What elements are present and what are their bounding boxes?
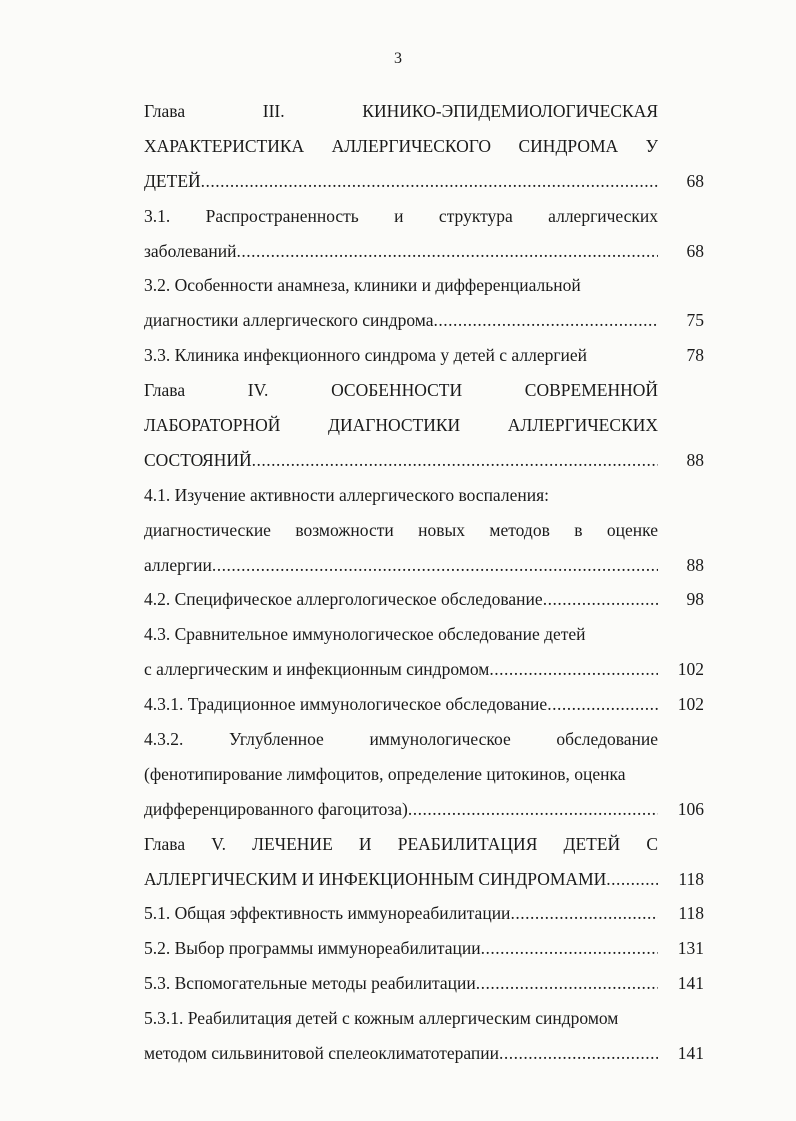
- toc-page-number: 75: [686, 310, 704, 331]
- toc-line-text: 4.3.1. Традиционное иммунологическое обследование: [144, 694, 548, 715]
- toc-line-text: (фенотипирование лимфоцитов, определение цитокинов, оценка: [144, 763, 626, 784]
- toc-page-number: 102: [677, 659, 704, 680]
- toc-line: [144, 1001, 704, 1036]
- toc-line-text: 5.1. Общая эффективность иммунореабилитации: [144, 903, 511, 924]
- dot-leader: [201, 164, 658, 199]
- toc-line-text: 3.2. Особенности анамнеза, клиники и дифференциальной: [144, 275, 581, 296]
- toc-page-number: 78: [686, 345, 704, 366]
- toc-line: [144, 373, 704, 408]
- dot-leader: [499, 1036, 658, 1071]
- toc-line-text: 5.3. Вспомогательные методы реабилитации: [144, 973, 476, 994]
- toc-line: [144, 862, 704, 897]
- dot-leader: [489, 652, 658, 687]
- toc-line: [144, 931, 704, 966]
- toc-line: [144, 652, 704, 687]
- toc-line-text: заболеваний: [144, 240, 237, 261]
- toc-page-number: 98: [686, 589, 704, 610]
- toc-line: [144, 966, 704, 1001]
- toc-line: [144, 303, 704, 338]
- toc-line-text: с аллергическим и инфекционным синдромом: [144, 659, 490, 680]
- toc-page-number: 102: [677, 694, 704, 715]
- toc-line: [144, 722, 704, 757]
- toc-line: [144, 548, 704, 583]
- toc-line: [144, 687, 704, 722]
- toc-line: [144, 408, 704, 443]
- toc-page-number: 118: [678, 903, 704, 924]
- toc-page-number: 88: [686, 554, 704, 575]
- toc-line: [144, 478, 704, 513]
- dot-leader: [543, 582, 658, 617]
- dot-leader: [252, 443, 658, 478]
- dot-leader: [212, 548, 658, 583]
- dot-leader: [510, 896, 658, 931]
- toc-line-text: ХАРАКТЕРИСТИКА АЛЛЕРГИЧЕСКОГО СИНДРОМА У: [144, 135, 658, 156]
- toc-line-text: диагностические возможности новых методов в оценке: [144, 519, 658, 540]
- toc-line-text: ЛАБОРАТОРНОЙ ДИАГНОСТИКИ АЛЛЕРГИЧЕСКИХ: [144, 415, 658, 436]
- toc-line-text: 3.3. Клиника инфекционного синдрома у детей с аллергией: [144, 345, 588, 366]
- toc-line-text: 5.2. Выбор программы иммунореабилитации: [144, 938, 481, 959]
- dot-leader: [408, 792, 658, 827]
- toc-page-number: 141: [677, 973, 704, 994]
- toc-line-text: 3.1. Распространенность и структура аллергических: [144, 205, 658, 226]
- toc-line: [144, 827, 704, 862]
- toc-page-number: 141: [677, 1043, 704, 1064]
- toc-line-text: диагностики аллергического синдрома: [144, 310, 434, 331]
- dot-leader: [606, 862, 658, 897]
- toc-line: [144, 268, 704, 303]
- toc-line: [144, 1036, 704, 1071]
- toc-line: [144, 792, 704, 827]
- toc-line: [144, 199, 704, 234]
- table-of-contents: [144, 94, 704, 1071]
- toc-line-text: дифференцированного фагоцитоза): [144, 798, 408, 819]
- toc-line-text: аллергии: [144, 554, 212, 575]
- toc-line-text: 4.3.2. Углубленное иммунологическое обследование: [144, 729, 658, 750]
- toc-page-number: 68: [686, 170, 704, 191]
- toc-line-text: Глава III. КИНИКО-ЭПИДЕМИОЛОГИЧЕСКАЯ: [144, 101, 658, 121]
- toc-line-text: 5.3.1. Реабилитация детей с кожным аллергическим синдромом: [144, 1008, 619, 1029]
- toc-line: [144, 129, 704, 164]
- toc-line: [144, 896, 704, 931]
- toc-line: [144, 757, 704, 792]
- toc-line: [144, 582, 704, 617]
- dot-leader: [481, 931, 658, 966]
- toc-line-text: АЛЛЕРГИЧЕСКИМ И ИНФЕКЦИОННЫМ СИНДРОМАМИ: [144, 868, 607, 889]
- page-number: 3: [394, 50, 402, 67]
- toc-line: [144, 513, 704, 548]
- toc-line: [144, 338, 704, 373]
- toc-line-text: методом сильвинитовой спелеоклиматотерапии: [144, 1043, 500, 1064]
- toc-line-text: 4.3. Сравнительное иммунологическое обследование детей: [144, 624, 586, 645]
- dot-leader: [434, 303, 658, 338]
- toc-line-text: Глава IV. ОСОБЕННОСТИ СОВРЕМЕННОЙ: [144, 380, 658, 401]
- dot-leader: [476, 966, 658, 1001]
- toc-line-text: СОСТОЯНИЙ: [144, 449, 252, 470]
- toc-line-text: Глава V. ЛЕЧЕНИЕ И РЕАБИЛИТАЦИЯ ДЕТЕЙ С: [144, 833, 658, 854]
- toc-page-number: 118: [678, 868, 704, 889]
- dot-leader: [547, 687, 658, 722]
- toc-page-number: 131: [677, 938, 704, 959]
- toc-line-text: 4.2. Специфическое аллергологическое обследование: [144, 589, 543, 610]
- toc-line: [144, 94, 704, 129]
- toc-line-text: 4.1. Изучение активности аллергического воспаления:: [144, 484, 549, 505]
- toc-page-number: 68: [686, 240, 704, 261]
- toc-line: [144, 164, 704, 199]
- toc-page-number: 106: [677, 798, 704, 819]
- toc-line: [144, 443, 704, 478]
- toc-page-number: 88: [686, 449, 704, 470]
- toc-line-text: ДЕТЕЙ: [144, 170, 201, 191]
- toc-line: [144, 617, 704, 652]
- dot-leader: [237, 234, 659, 269]
- toc-line: [144, 234, 704, 269]
